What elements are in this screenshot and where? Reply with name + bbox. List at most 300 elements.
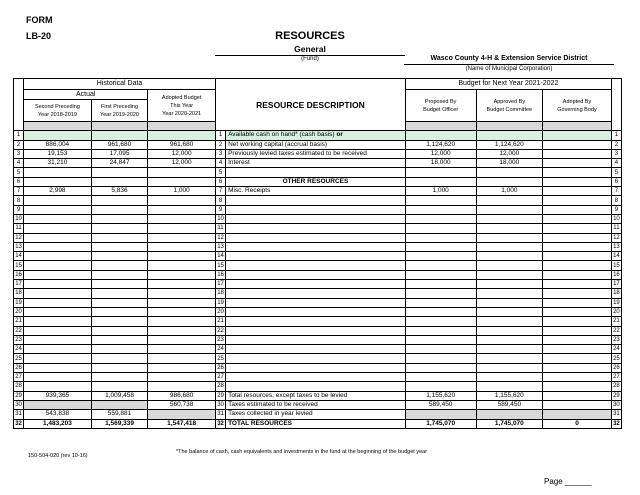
adopted-this-year-value[interactable] bbox=[148, 373, 216, 382]
line-number-right: 6 bbox=[611, 177, 621, 186]
proposed-value[interactable] bbox=[405, 214, 476, 223]
resources-table bbox=[13, 78, 622, 429]
line-number-mid: 8 bbox=[215, 196, 225, 205]
actual-header: Actual bbox=[24, 90, 148, 100]
adopted-governing-value[interactable] bbox=[543, 140, 612, 149]
resource-description-text: Taxes collected in year levied bbox=[228, 410, 313, 418]
adopted-budget-line2: This Year bbox=[170, 102, 194, 109]
line-number-left: 28 bbox=[15, 383, 22, 390]
adopted-governing-value[interactable] bbox=[543, 317, 612, 326]
resource-description[interactable] bbox=[226, 298, 406, 307]
second-preceding-value[interactable] bbox=[24, 224, 92, 233]
resource-description[interactable] bbox=[226, 280, 406, 289]
footnote: *The balance of cash, cash equivalents and investments in the fund at the beginning of the budget year bbox=[176, 449, 428, 455]
proposed-value[interactable] bbox=[405, 242, 476, 251]
proposed-value[interactable] bbox=[405, 224, 476, 233]
line-number-mid: 17 bbox=[217, 281, 224, 288]
approved-value: 1,155,620 bbox=[476, 391, 543, 400]
approved-value[interactable] bbox=[476, 168, 543, 177]
adopted-governing-value[interactable] bbox=[543, 335, 612, 344]
first-preceding-value[interactable] bbox=[91, 196, 148, 205]
line-number-mid: 32 bbox=[217, 420, 224, 427]
approved-value[interactable] bbox=[476, 382, 543, 391]
line-number-mid: 23 bbox=[217, 336, 224, 343]
adopted-governing-value[interactable] bbox=[543, 214, 612, 223]
adopted-governing-value[interactable] bbox=[543, 252, 612, 261]
resource-description-text: Interest bbox=[228, 159, 250, 167]
resource-description[interactable] bbox=[226, 363, 406, 372]
approved-value[interactable] bbox=[476, 261, 543, 270]
line-number-left: 24 bbox=[15, 346, 22, 353]
resource-description[interactable] bbox=[226, 261, 406, 270]
adopted-this-year-value[interactable] bbox=[148, 242, 216, 251]
resource-description[interactable] bbox=[226, 382, 406, 391]
proposed-value[interactable] bbox=[405, 307, 476, 316]
table-row bbox=[14, 242, 622, 251]
adopted-governing-value[interactable] bbox=[543, 307, 612, 316]
adopted-budget-line3: Year 2020-2021 bbox=[162, 110, 202, 117]
approved-value[interactable] bbox=[476, 177, 543, 186]
resource-description-text: OTHER RESOURCES bbox=[282, 177, 349, 185]
proposed-value[interactable]: 1,124,620 bbox=[405, 140, 476, 149]
resource-description[interactable] bbox=[226, 270, 406, 279]
approved-value[interactable]: 1,000 bbox=[476, 187, 543, 196]
approved-value: 1,745,070 bbox=[476, 419, 543, 428]
table-row bbox=[14, 159, 622, 168]
approved-value[interactable] bbox=[476, 307, 543, 316]
adopted-this-year-value: 1,547,418 bbox=[148, 419, 216, 428]
fund-caption: (Fund) bbox=[301, 56, 319, 62]
resource-description[interactable] bbox=[226, 214, 406, 223]
first-preceding-value[interactable] bbox=[91, 345, 148, 354]
resource-description[interactable] bbox=[226, 335, 406, 344]
table-row bbox=[14, 261, 622, 270]
line-number-mid: 20 bbox=[217, 309, 224, 316]
approved-value[interactable] bbox=[476, 335, 543, 344]
approved-value[interactable] bbox=[476, 317, 543, 326]
second-preceding-value[interactable]: 2,998 bbox=[24, 187, 92, 196]
resource-description[interactable] bbox=[226, 252, 406, 261]
proposed-value: 1,745,070 bbox=[405, 419, 476, 428]
proposed-value[interactable] bbox=[405, 131, 476, 140]
second-preceding-value[interactable] bbox=[24, 261, 92, 270]
table-row bbox=[14, 382, 622, 391]
approved-value[interactable] bbox=[476, 131, 543, 140]
second-preceding-value[interactable] bbox=[24, 168, 92, 177]
line-number-right: 16 bbox=[613, 271, 620, 278]
resource-description[interactable] bbox=[226, 140, 406, 149]
second-preceding-value[interactable] bbox=[24, 307, 92, 316]
fund-name: General bbox=[294, 44, 326, 54]
adopted-this-year-value[interactable] bbox=[148, 298, 216, 307]
adopted-governing-value bbox=[543, 410, 612, 419]
line-number-mid: 16 bbox=[217, 271, 224, 278]
proposed-value[interactable]: 1,000 bbox=[405, 187, 476, 196]
historical-header: Historical Data bbox=[24, 79, 216, 90]
line-number-right: 23 bbox=[613, 336, 620, 343]
approved-value[interactable] bbox=[476, 289, 543, 298]
proposed-value[interactable] bbox=[405, 196, 476, 205]
adopted-governing-header bbox=[543, 90, 612, 122]
adopted-this-year-value[interactable] bbox=[148, 345, 216, 354]
first-preceding-value[interactable] bbox=[91, 131, 148, 140]
resource-description[interactable] bbox=[226, 233, 406, 242]
adopted-this-year-value[interactable] bbox=[148, 307, 216, 316]
line-number-right: 7 bbox=[611, 187, 621, 196]
proposed-value[interactable] bbox=[405, 280, 476, 289]
first-preceding-value[interactable] bbox=[91, 335, 148, 344]
approved-value[interactable] bbox=[476, 233, 543, 242]
line-number-right: 2 bbox=[611, 140, 621, 149]
second-preceding-value[interactable] bbox=[24, 289, 92, 298]
proposed-value[interactable] bbox=[405, 363, 476, 372]
adopted-governing-value[interactable] bbox=[543, 298, 612, 307]
adopted-this-year-value[interactable] bbox=[148, 261, 216, 270]
adopted-this-year-value[interactable] bbox=[148, 382, 216, 391]
adopted-governing-value[interactable] bbox=[543, 131, 612, 140]
line-number-right: 29 bbox=[613, 392, 620, 399]
line-number-right: 21 bbox=[613, 318, 620, 325]
resource-description[interactable] bbox=[226, 289, 406, 298]
line-number-left: 29 bbox=[15, 392, 22, 399]
second-preceding-header bbox=[24, 100, 92, 122]
adopted-governing-value[interactable] bbox=[543, 187, 612, 196]
second-preceding-value[interactable] bbox=[24, 205, 92, 214]
first-preceding-value[interactable] bbox=[91, 205, 148, 214]
resource-description bbox=[226, 400, 406, 409]
approved-value[interactable] bbox=[476, 345, 543, 354]
line-number-right: 1 bbox=[611, 131, 621, 140]
adopted-this-year-value[interactable]: 961,680 bbox=[148, 140, 216, 149]
adopted-governing-value[interactable] bbox=[543, 326, 612, 335]
adopted-governing-value[interactable] bbox=[543, 270, 612, 279]
table-row bbox=[14, 280, 622, 289]
line-number-mid: 7 bbox=[215, 187, 225, 196]
first-preceding-value bbox=[91, 400, 148, 409]
second-preceding-value[interactable]: 19,153 bbox=[24, 149, 92, 158]
approved-value[interactable]: 18,000 bbox=[476, 159, 543, 168]
proposed-value[interactable]: 12,000 bbox=[405, 149, 476, 158]
adopted-this-year-value[interactable] bbox=[148, 326, 216, 335]
second-preceding-value[interactable] bbox=[24, 354, 92, 363]
line-number-left: 23 bbox=[15, 336, 22, 343]
adopted-governing-line1: Adopted By bbox=[562, 98, 592, 105]
form-number: LB-20 bbox=[26, 31, 52, 41]
first-preceding-value[interactable] bbox=[91, 354, 148, 363]
first-preceding-value[interactable] bbox=[91, 363, 148, 372]
proposed-value[interactable] bbox=[405, 298, 476, 307]
proposed-value[interactable] bbox=[405, 177, 476, 186]
first-preceding-value[interactable] bbox=[91, 261, 148, 270]
adopted-this-year-value[interactable] bbox=[148, 270, 216, 279]
resource-description[interactable] bbox=[226, 345, 406, 354]
line-number-left: 30 bbox=[15, 402, 22, 409]
approved-value[interactable] bbox=[476, 214, 543, 223]
resource-description-text: TOTAL RESOURCES bbox=[228, 419, 293, 427]
approved-value[interactable] bbox=[476, 205, 543, 214]
first-preceding-value[interactable] bbox=[91, 298, 148, 307]
first-preceding-value[interactable] bbox=[91, 252, 148, 261]
line-number-mid: 15 bbox=[217, 262, 224, 269]
approved-value[interactable] bbox=[476, 298, 543, 307]
table-row bbox=[14, 289, 622, 298]
adopted-this-year-value[interactable] bbox=[148, 280, 216, 289]
table-row bbox=[14, 363, 622, 372]
table-row bbox=[14, 131, 622, 140]
resource-description[interactable] bbox=[226, 373, 406, 382]
proposed-value[interactable] bbox=[405, 205, 476, 214]
adopted-governing-line2: Governing Body bbox=[557, 106, 597, 113]
line-number-right: 12 bbox=[613, 234, 620, 241]
approved-value[interactable] bbox=[476, 326, 543, 335]
form-label: FORM bbox=[26, 15, 53, 25]
adopted-this-year-value[interactable] bbox=[148, 289, 216, 298]
approved-value[interactable]: 12,000 bbox=[476, 149, 543, 158]
line-number-right: 25 bbox=[613, 355, 620, 362]
first-preceding-value[interactable]: 5,836 bbox=[91, 187, 148, 196]
adopted-this-year-value[interactable] bbox=[148, 196, 216, 205]
resource-description[interactable] bbox=[226, 187, 406, 196]
first-preceding-value[interactable] bbox=[91, 307, 148, 316]
approved-value: 589,450 bbox=[476, 400, 543, 409]
second-preceding-value[interactable] bbox=[24, 196, 92, 205]
approved-value[interactable] bbox=[476, 224, 543, 233]
line-number-left: 22 bbox=[15, 327, 22, 334]
proposed-value[interactable] bbox=[405, 261, 476, 270]
approved-value[interactable]: 1,124,620 bbox=[476, 140, 543, 149]
line-number-left: 19 bbox=[15, 299, 22, 306]
first-preceding-value[interactable] bbox=[91, 233, 148, 242]
first-preceding-value[interactable] bbox=[91, 214, 148, 223]
first-preceding-value[interactable] bbox=[91, 382, 148, 391]
adopted-this-year-value[interactable] bbox=[148, 205, 216, 214]
adopted-this-year-value[interactable]: 12,000 bbox=[148, 149, 216, 158]
first-preceding-value[interactable] bbox=[91, 326, 148, 335]
line-number-mid: 22 bbox=[217, 327, 224, 334]
table-row bbox=[14, 214, 622, 223]
table-row bbox=[14, 373, 622, 382]
line-number-right: 28 bbox=[613, 383, 620, 390]
adopted-governing-value: 0 bbox=[543, 419, 612, 428]
second-preceding-value[interactable] bbox=[24, 317, 92, 326]
adopted-this-year-value[interactable] bbox=[148, 214, 216, 223]
total-row bbox=[14, 391, 622, 400]
adopted-governing-value[interactable] bbox=[543, 373, 612, 382]
adopted-governing-value[interactable] bbox=[543, 280, 612, 289]
approved-value[interactable] bbox=[476, 242, 543, 251]
second-preceding-value[interactable] bbox=[24, 242, 92, 251]
adopted-this-year-value[interactable] bbox=[148, 224, 216, 233]
proposed-value[interactable] bbox=[405, 252, 476, 261]
proposed-value[interactable] bbox=[405, 335, 476, 344]
proposed-value[interactable] bbox=[405, 326, 476, 335]
line-number-right: 15 bbox=[613, 262, 620, 269]
adopted-governing-value[interactable] bbox=[543, 224, 612, 233]
adopted-this-year-value[interactable] bbox=[148, 233, 216, 242]
header-band-cell bbox=[148, 122, 216, 131]
second-preceding-value: 543,838 bbox=[24, 410, 92, 419]
adopted-governing-value[interactable] bbox=[543, 289, 612, 298]
first-preceding-value[interactable]: 17,095 bbox=[91, 149, 148, 158]
resource-description[interactable] bbox=[226, 326, 406, 335]
proposed-value[interactable] bbox=[405, 345, 476, 354]
header-blank-right bbox=[611, 79, 621, 131]
resource-description[interactable] bbox=[226, 149, 406, 158]
line-number-mid: 11 bbox=[217, 225, 224, 232]
second-preceding-value[interactable] bbox=[24, 252, 92, 261]
first-preceding-value[interactable] bbox=[91, 373, 148, 382]
first-preceding-value[interactable] bbox=[91, 177, 148, 186]
adopted-governing-value[interactable] bbox=[543, 168, 612, 177]
adopted-this-year-value[interactable] bbox=[148, 252, 216, 261]
proposed-value[interactable] bbox=[405, 382, 476, 391]
second-preceding-value[interactable] bbox=[24, 177, 92, 186]
second-preceding-value[interactable] bbox=[24, 345, 92, 354]
line-number-left: 8 bbox=[14, 196, 24, 205]
adopted-this-year-value[interactable] bbox=[148, 354, 216, 363]
line-number-left: 20 bbox=[15, 309, 22, 316]
resource-description-text: Total resources, except taxes to be levied bbox=[228, 391, 348, 399]
resource-description[interactable] bbox=[226, 159, 406, 168]
first-preceding-value[interactable] bbox=[91, 270, 148, 279]
adopted-governing-value[interactable] bbox=[543, 205, 612, 214]
resource-description-text: Taxes estimated to be received bbox=[228, 401, 318, 409]
adopted-this-year-value[interactable]: 12,000 bbox=[148, 159, 216, 168]
first-preceding-value[interactable] bbox=[91, 224, 148, 233]
proposed-value[interactable] bbox=[405, 373, 476, 382]
second-preceding-value[interactable] bbox=[24, 373, 92, 382]
first-preceding-header bbox=[91, 100, 148, 122]
adopted-this-year-value[interactable] bbox=[148, 131, 216, 140]
resource-description-text: Available cash on hand* (cash basis) bbox=[228, 131, 335, 139]
second-preceding-value[interactable] bbox=[24, 298, 92, 307]
adopted-this-year-value[interactable] bbox=[148, 363, 216, 372]
approved-value[interactable] bbox=[476, 280, 543, 289]
budget-next-year-header: Budget for Next Year 2021-2022 bbox=[405, 79, 611, 90]
table-row bbox=[14, 177, 622, 186]
first-preceding-value[interactable] bbox=[91, 242, 148, 251]
approved-value[interactable] bbox=[476, 373, 543, 382]
proposed-value[interactable] bbox=[405, 317, 476, 326]
second-preceding-value[interactable]: 886,004 bbox=[24, 140, 92, 149]
resource-description[interactable] bbox=[226, 307, 406, 316]
second-preceding-value[interactable] bbox=[24, 382, 92, 391]
adopted-governing-value[interactable] bbox=[543, 354, 612, 363]
adopted-governing-value[interactable] bbox=[543, 382, 612, 391]
resource-description bbox=[226, 391, 406, 400]
approved-value[interactable] bbox=[476, 363, 543, 372]
proposed-value[interactable] bbox=[405, 168, 476, 177]
proposed-value: 589,450 bbox=[405, 400, 476, 409]
first-preceding-value[interactable] bbox=[91, 280, 148, 289]
adopted-this-year-value[interactable] bbox=[148, 335, 216, 344]
first-preceding-value[interactable]: 24,847 bbox=[91, 159, 148, 168]
adopted-this-year-value[interactable] bbox=[148, 168, 216, 177]
second-preceding-value[interactable] bbox=[24, 326, 92, 335]
adopted-this-year-value: 560,738 bbox=[148, 400, 216, 409]
proposed-value[interactable] bbox=[405, 233, 476, 242]
adopted-governing-value[interactable] bbox=[543, 261, 612, 270]
table-row bbox=[14, 298, 622, 307]
resource-description[interactable] bbox=[226, 168, 406, 177]
table-row bbox=[14, 168, 622, 177]
page-number-field[interactable]: Page ______ bbox=[544, 477, 592, 486]
second-preceding-value[interactable] bbox=[24, 363, 92, 372]
adopted-governing-value[interactable] bbox=[543, 159, 612, 168]
adopted-this-year-value[interactable] bbox=[148, 177, 216, 186]
second-preceding-value[interactable] bbox=[24, 335, 92, 344]
adopted-this-year-value[interactable] bbox=[148, 317, 216, 326]
line-number-mid: 21 bbox=[217, 318, 224, 325]
resource-description[interactable] bbox=[226, 177, 406, 186]
second-preceding-value[interactable] bbox=[24, 280, 92, 289]
table-row bbox=[14, 307, 622, 316]
line-number-mid: 28 bbox=[217, 383, 224, 390]
adopted-governing-value[interactable] bbox=[543, 363, 612, 372]
resource-description[interactable] bbox=[226, 205, 406, 214]
resource-description[interactable] bbox=[226, 131, 406, 140]
line-number-right: 11 bbox=[613, 225, 620, 232]
adopted-governing-value[interactable] bbox=[543, 177, 612, 186]
approved-value[interactable] bbox=[476, 196, 543, 205]
second-preceding-value[interactable] bbox=[24, 233, 92, 242]
adopted-governing-value[interactable] bbox=[543, 149, 612, 158]
table-row bbox=[14, 317, 622, 326]
first-preceding-value[interactable] bbox=[91, 317, 148, 326]
approved-value[interactable] bbox=[476, 252, 543, 261]
adopted-this-year-value[interactable]: 1,000 bbox=[148, 187, 216, 196]
adopted-governing-value[interactable] bbox=[543, 196, 612, 205]
second-preceding-value[interactable] bbox=[24, 214, 92, 223]
second-preceding-value[interactable] bbox=[24, 131, 92, 140]
approved-value[interactable] bbox=[476, 354, 543, 363]
line-number-mid: 26 bbox=[217, 364, 224, 371]
second-preceding-value: 939,365 bbox=[24, 391, 92, 400]
line-number-left: 25 bbox=[15, 355, 22, 362]
table-row bbox=[14, 205, 622, 214]
line-number-mid: 19 bbox=[217, 299, 224, 306]
line-number-right: 8 bbox=[611, 196, 621, 205]
total-row bbox=[14, 410, 622, 419]
first-preceding-value[interactable] bbox=[91, 168, 148, 177]
adopted-governing-value[interactable] bbox=[543, 242, 612, 251]
header-band-cell bbox=[543, 122, 612, 131]
resource-description[interactable] bbox=[226, 224, 406, 233]
line-number-left: 5 bbox=[14, 168, 24, 177]
proposed-value[interactable]: 18,000 bbox=[405, 159, 476, 168]
proposed-value[interactable] bbox=[405, 270, 476, 279]
resource-description[interactable] bbox=[226, 354, 406, 363]
resource-description bbox=[226, 419, 406, 428]
resource-description-suffix: or bbox=[336, 131, 343, 139]
resource-description[interactable] bbox=[226, 242, 406, 251]
second-preceding-value[interactable] bbox=[24, 270, 92, 279]
approved-value[interactable] bbox=[476, 270, 543, 279]
proposed-value[interactable] bbox=[405, 289, 476, 298]
first-preceding-value[interactable]: 961,680 bbox=[91, 140, 148, 149]
first-preceding-value[interactable] bbox=[91, 289, 148, 298]
second-preceding-value[interactable]: 31,210 bbox=[24, 159, 92, 168]
adopted-governing-value[interactable] bbox=[543, 233, 612, 242]
resource-description[interactable] bbox=[226, 317, 406, 326]
proposed-value[interactable] bbox=[405, 354, 476, 363]
resource-description[interactable] bbox=[226, 196, 406, 205]
table-row bbox=[14, 196, 622, 205]
line-number-left: 7 bbox=[14, 187, 24, 196]
header-band-cell bbox=[91, 122, 148, 131]
line-number-left: 32 bbox=[15, 420, 22, 427]
adopted-governing-value[interactable] bbox=[543, 345, 612, 354]
